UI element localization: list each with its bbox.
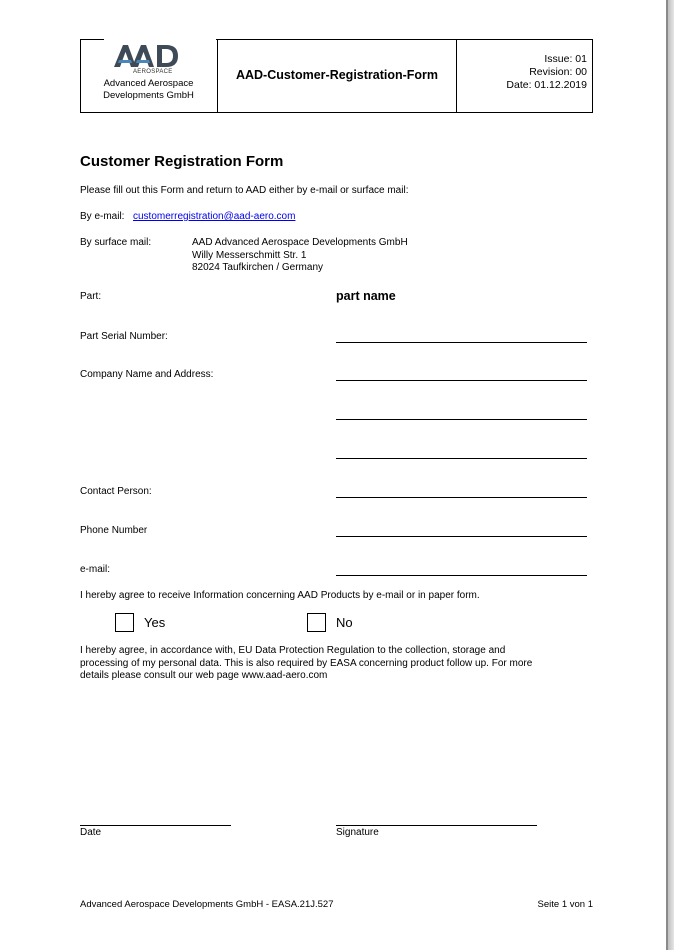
- page-shadow: [668, 0, 674, 950]
- signature-line[interactable]: [336, 825, 537, 826]
- document-meta: [506, 53, 587, 92]
- logo-gap: [104, 38, 216, 41]
- date-label: Date: [80, 827, 102, 838]
- serial-number-label: Part Serial Number:: [80, 331, 168, 342]
- gdpr-line: details please consult our web page www.aad-aero.com: [80, 670, 328, 681]
- phone-label: Phone Number: [80, 525, 148, 536]
- no-label: No: [336, 615, 353, 630]
- company-label: Company Name and Address:: [80, 369, 214, 380]
- address-line: Willy Messerschmitt Str. 1: [192, 249, 307, 261]
- header-bottom-rule: [80, 112, 593, 113]
- intro-text: Please fill out this Form and return to AAD either by e-mail or surface mail:: [80, 185, 409, 196]
- email-field-label: e-mail:: [80, 564, 111, 575]
- signature-label: Signature: [336, 827, 379, 838]
- email-link[interactable]: customerregistration@aad-aero.com: [133, 211, 296, 222]
- yes-checkbox[interactable]: [115, 613, 134, 632]
- issue-number: Issue: 01: [544, 53, 587, 65]
- no-checkbox[interactable]: [307, 613, 326, 632]
- yes-label: Yes: [144, 615, 166, 630]
- serial-number-line[interactable]: [336, 342, 587, 343]
- logo-subtitle: AEROSPACE: [133, 69, 173, 75]
- document-date: Date: 01.12.2019: [506, 79, 587, 91]
- address-line-field[interactable]: [336, 458, 587, 459]
- gdpr-line: processing of my personal data. This is also required by EASA concerning product follow up. For more: [80, 657, 533, 669]
- address-line: AAD Advanced Aerospace Developments GmbH: [192, 237, 408, 248]
- part-label: Part:: [80, 291, 102, 302]
- page-title: Customer Registration Form: [80, 153, 284, 170]
- address-line-field[interactable]: [336, 419, 587, 420]
- contact-person-line[interactable]: [336, 497, 587, 498]
- company-line[interactable]: [336, 380, 587, 381]
- part-name-value: part name: [336, 289, 396, 303]
- surface-mail-label: By surface mail:: [80, 237, 152, 248]
- document-header: [80, 39, 593, 113]
- phone-line[interactable]: [336, 536, 587, 537]
- company-name-line: Advanced Aerospace: [103, 78, 194, 89]
- gdpr-line: I hereby agree, in accordance with, EU Data Protection Regulation to the collection, storage and: [80, 645, 506, 656]
- contact-person-label: Contact Person:: [80, 486, 152, 497]
- company-name-block: [80, 78, 217, 102]
- page-number: Seite 1 von 1: [537, 899, 593, 910]
- postal-address: [192, 237, 408, 275]
- address-line: 82024 Taufkirchen / Germany: [192, 262, 324, 273]
- info-consent-text: I hereby agree to receive Information concerning AAD Products by e-mail or in paper form.: [80, 590, 480, 601]
- date-line[interactable]: [80, 825, 231, 826]
- footer-company: Advanced Aerospace Developments GmbH - EASA.21J.527: [80, 899, 334, 910]
- header-divider: [592, 39, 593, 113]
- revision-number: Revision: 00: [529, 66, 587, 78]
- email-label: By e-mail:: [80, 211, 125, 222]
- email-field-line[interactable]: [336, 575, 587, 576]
- aad-logo: [114, 45, 184, 81]
- gdpr-consent-text: [80, 645, 532, 683]
- company-name-line: Developments GmbH: [103, 90, 194, 101]
- form-id: AAD-Customer-Registration-Form: [235, 68, 439, 82]
